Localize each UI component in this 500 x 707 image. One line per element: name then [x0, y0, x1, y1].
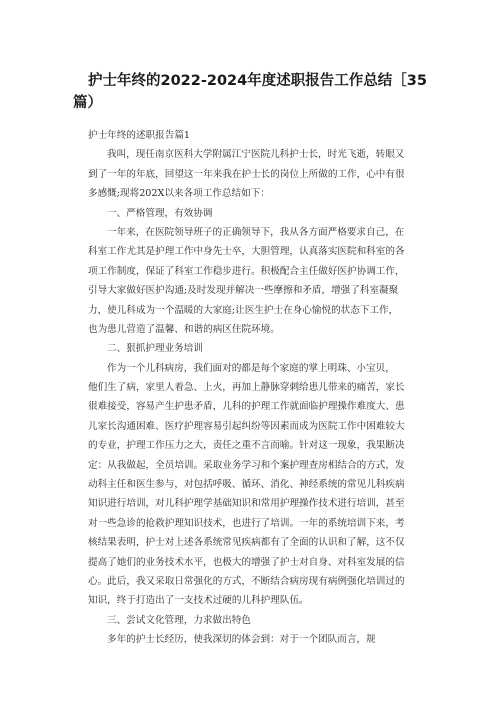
paragraph-line: 提高了她们的业务技术水平，也极大的增强了护士对自身、对科室发展的信	[88, 556, 405, 568]
paragraph-line: 定：从我做起，全员培训。采取业务学习和个案护理查房相结合的方式，发	[88, 459, 405, 471]
paragraph-line: 项工作制度，保证了科室工作稳步进行。积极配合主任做好医护协调工作，	[88, 265, 405, 277]
title-line: 护士年终的2022-2024年度述职报告工作总结［35	[88, 73, 427, 89]
paragraph-line: 作为一个儿科病房，我们面对的都是每个家庭的掌上明珠、小宝贝，	[107, 362, 395, 374]
paragraph-line: 很难接受，容易产生护患矛盾，儿科的护理工作就面临护理操作难度大、患	[88, 401, 405, 413]
paragraph-line: 到了一年的年底，回望这一年来我在护士长的岗位上所做的工作，心中有很	[88, 168, 405, 180]
paragraph-line: 他们生了病，家里人着急、上火，再加上静脉穿刺给患儿带来的痛苦，家长	[88, 382, 405, 394]
title-line: 篇）	[73, 95, 102, 111]
paragraph-line: 多年的护士长经历，使我深切的体会到：对于一个团队而言，规	[107, 634, 376, 646]
paragraph-line: 一年来，在医院领导班子的正确领导下，我从各方面严格要求自己，在	[107, 226, 405, 238]
subsection-heading: 二、狠抓护理业务培训	[107, 343, 203, 355]
paragraph-line: 也为患儿营造了温馨、和谐的病区住院环境。	[88, 323, 280, 335]
paragraph-line: 的专业，护理工作压力之大，责任之重不言而喻。针对这一现象，我果断决	[88, 440, 405, 452]
paragraph-line: 动科主任和医生参与，对包括呼吸、循环、消化、神经系统的常见儿科疾病	[88, 479, 405, 491]
paragraph-line: 我叫，现任南京医科大学附属江宁医院儿科护士长，时光飞逝，转眼又	[107, 149, 405, 161]
paragraph-line: 知识进行培训，对儿科护理学基础知识和常用护理操作技术进行培训，甚至	[88, 498, 405, 510]
subsection-heading: 三、尝试文化管理，力求做出特色	[107, 614, 251, 626]
paragraph-line: 知识，终于打造出了一支技术过硬的儿科护理队伍。	[88, 595, 309, 607]
paragraph-line: 心。此后，我又采取日常强化的方式，不断结合病房现有病例强化培训过的	[88, 575, 405, 587]
document-body	[88, 126, 438, 650]
paragraph-line: 儿家长沟通困难、医疗护理容易引起纠纷等因素而成为医院工作中困难较大	[88, 420, 405, 432]
paragraph-line: 力，使儿科成为一个温暖的大家庭;让医生护士在身心愉悦的状态下工作，	[88, 304, 399, 316]
paragraph-line: 多感慨;现将202X以来各项工作总结如下：	[88, 188, 270, 200]
section-heading: 护士年终的述职报告篇1	[88, 130, 191, 141]
paragraph-line: 核结果表明，护士对上述各系统常见疾病都有了全面的认识和了解，这不仅	[88, 537, 405, 549]
paragraph-line: 科室工作尤其是护理工作中身先士卒，大胆管理，认真落实医院和科室的各	[88, 246, 405, 258]
paragraph-line: 对一些急诊的抢救护理知识技术，也进行了培训。一年的系统培训下来，考	[88, 517, 405, 529]
document-title	[73, 70, 428, 114]
subsection-heading: 一、严格管理，有效协调	[107, 207, 213, 219]
paragraph-line: 引导大家做好医护沟通;及时发现并解决一些摩擦和矛盾，增强了科室凝聚	[88, 285, 399, 297]
